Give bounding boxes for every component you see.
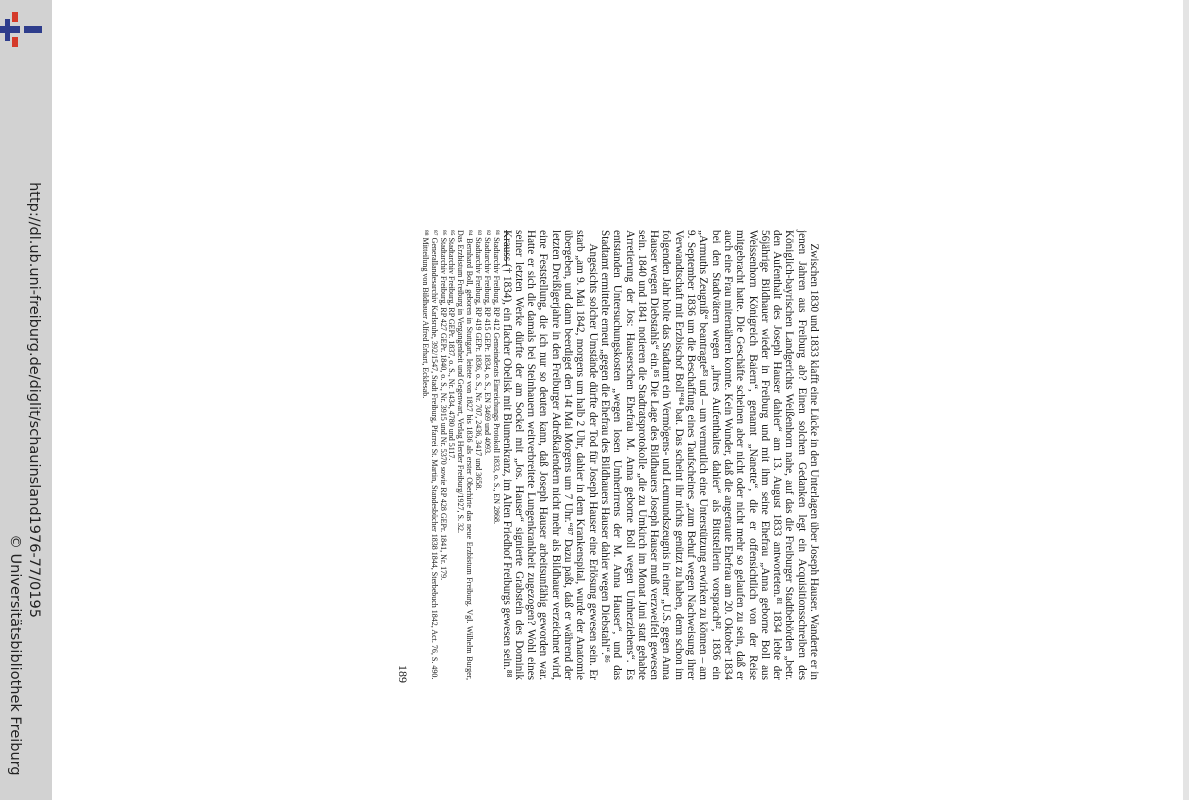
sidebar [0,0,52,800]
paragraph: Zwischen 1830 und 1833 klafft eine Lücke in den Unterlagen über Joseph Hauser. Wanderte er in jenen Jahren aus Freiburg ab? Einen solchen Gedanken legt ein Acquisitionsschreiben des Königlich-bayrischen Landgerichts Weißenhorn nahe, auf das die Freiburger Stadtbehörden „betr. den Aufenthalt des Joseph Hauser dahier“ am 13. August 1833 antworteten.⁸¹ 1834 lebte der 56jährige Bildhauer wieder in Freiburg und mit ihm seine Ehefrau „Anna geborne Boll aus Weissenhorn Königreich Baiern“, genannt „Nanette“, die er offensichtlich von der Reise mitgebracht hatte. Die Geschäfte scheinen aber nicht oder nicht mehr so gelaufen zu sein, daß er auch eine Frau miternähren konnte. Kein Wunder, daß die angetraute Ehefrau am 20. Oktober 1834 bei den Stadtvätern wegen „ihres Aufenthaltes dahier“ als Bittstellerin vorsprach⁸², 1836 ein „Armuths Zeugniß“ beantragte⁸³ und – um vermutlich eine Unterstützung erwirken zu können – am 9. September 1836 um die Beschaffung eines Taufscheines „zum Behuf wegen Nachweisung ihrer Verwandtschaft mit Erzbischof Boll“⁸⁴ bat. Das scheint ihr nichts genützt zu haben, denn schon im folgenden Jahr holte das Stadtamt ein Vermögens- und Leumundszeugnis in einer „U.S. gegen Anna Hauser wegen Diebstahls“ ein.⁸⁵ Die Lage des Bildhauers Joseph Hauser muß verzweifelt gewesen sein. 1840 und 1841 notieren die Stadtratsprotokolle „die zu Umkirch im Monat Juni statt gehabte Arretierung der Jos: Hauserschen Ehefrau M. Anna geborne Boll wegen Umherziehens“. Es entstanden Untersuchungskosten „wegen losen Umherirrens der M. Anna Hauser“, und das Stadtamt ermittelte erneut „gegen die Ehefrau des Bildhauers Hauser dahier wegen Diebstahl“.⁸⁶ [598,230,820,680]
footnote: ⁸⁴ Bernhard Boll, geboren in Stuttgart, leitete von 1827 bis 1836 als erster Oberhirte das neue Erzbistum Freiburg. Vgl. Wilhelm Burger, Das Erzbistum Freiburg in Vergangenheit und Gegenwart, Verlag Herder Freiburg/1927, S. 32. [456,230,475,680]
document-url[interactable]: http://dl.ub.uni-freiburg.de/diglit/schauinsland1976-77/0195 [26,182,42,618]
footnote: ⁸⁵ Stadtarchiv Freiburg, RP GEPr. 1837, o. S., Nr. 1434, 4780 und 5117. [447,230,457,461]
page-number: 189 [396,665,410,683]
ub-freiburg-logo-icon[interactable] [0,6,44,48]
scanned-page [50,60,850,760]
copyright-notice: © Universitätsbibliothek Freiburg [7,534,23,776]
footnote: ⁸² Stadtarchiv Freiburg, RP 415 GEPr. 1834, o. S., EN 3469 und 4093. [483,230,493,455]
footnote: ⁸¹ Stadtarchiv Freiburg, RP 412 Gemeinderats Einreichungs Protokoll 1833, o. S., EN 2868. [492,230,501,525]
scrollbar-track[interactable] [1183,0,1189,800]
footnote: ⁸⁷ Generallandesarchiv Karlsruhe, 392/1547, Stadt Freiburg, Pfarrei St. Martin, Standesbücher 1838 1844, Sterbebuch 1842, Act. 76, S. 490. [429,230,439,680]
footnote: ⁸³ Stadtarchiv Freiburg, RP 419 GEPr. 1836, o. S., Nr. 707, 2436, 3417 und 3658. [474,230,484,491]
footnote-divider [506,230,507,266]
footnote: ⁸⁸ Mitteilung von Bildhauer Alfred Erhart, Ecklesab. [420,230,430,399]
body-text [500,230,820,680]
paragraph: Angesichts solcher Umstände dürfte der Tod für Joseph Hauser eine Erlösung gewesen sein. Er starb „am 9. Mai 1842, morgens um halb 2 Uhr, dahier in dem Krankenspital, wurde der Anatomie übergeben, und dann beerdiget den 14t Mai Morgens um 7 Uhr.“⁸⁷ Dazu paßt, daß er während der letzten Dreißigerjahre in den Freiburger Adreßkalendern nicht mehr als Bildhauer verzeichnet wird, eine Feststellung, die ich nur so deuten kann, daß Joseph Hauser arbeitsunfähig geworden war. Hatte er sich die damals bei Steinhauern weitverbreitete Lungenkrankheit zugezogen? Wohl eines seiner letzten Werke dürfte der am Sockel mit „Jos. Hauser“ signierte Grabstein des Dominik Krauss († 1834), ein flacher Obelisk mit Blumenkranz, im Alten Friedhof Freiburgs gewesen sein.⁸⁸ [500,230,599,680]
footnote: ⁸⁶ Stadtarchiv Freiburg, RP 427 GEPr. 1840, o. S., Nr. 3915 und Nr. 5370 sowie RP 428 GEPr. 1841, Nr. 179. [438,230,448,581]
footnotes [420,230,500,680]
